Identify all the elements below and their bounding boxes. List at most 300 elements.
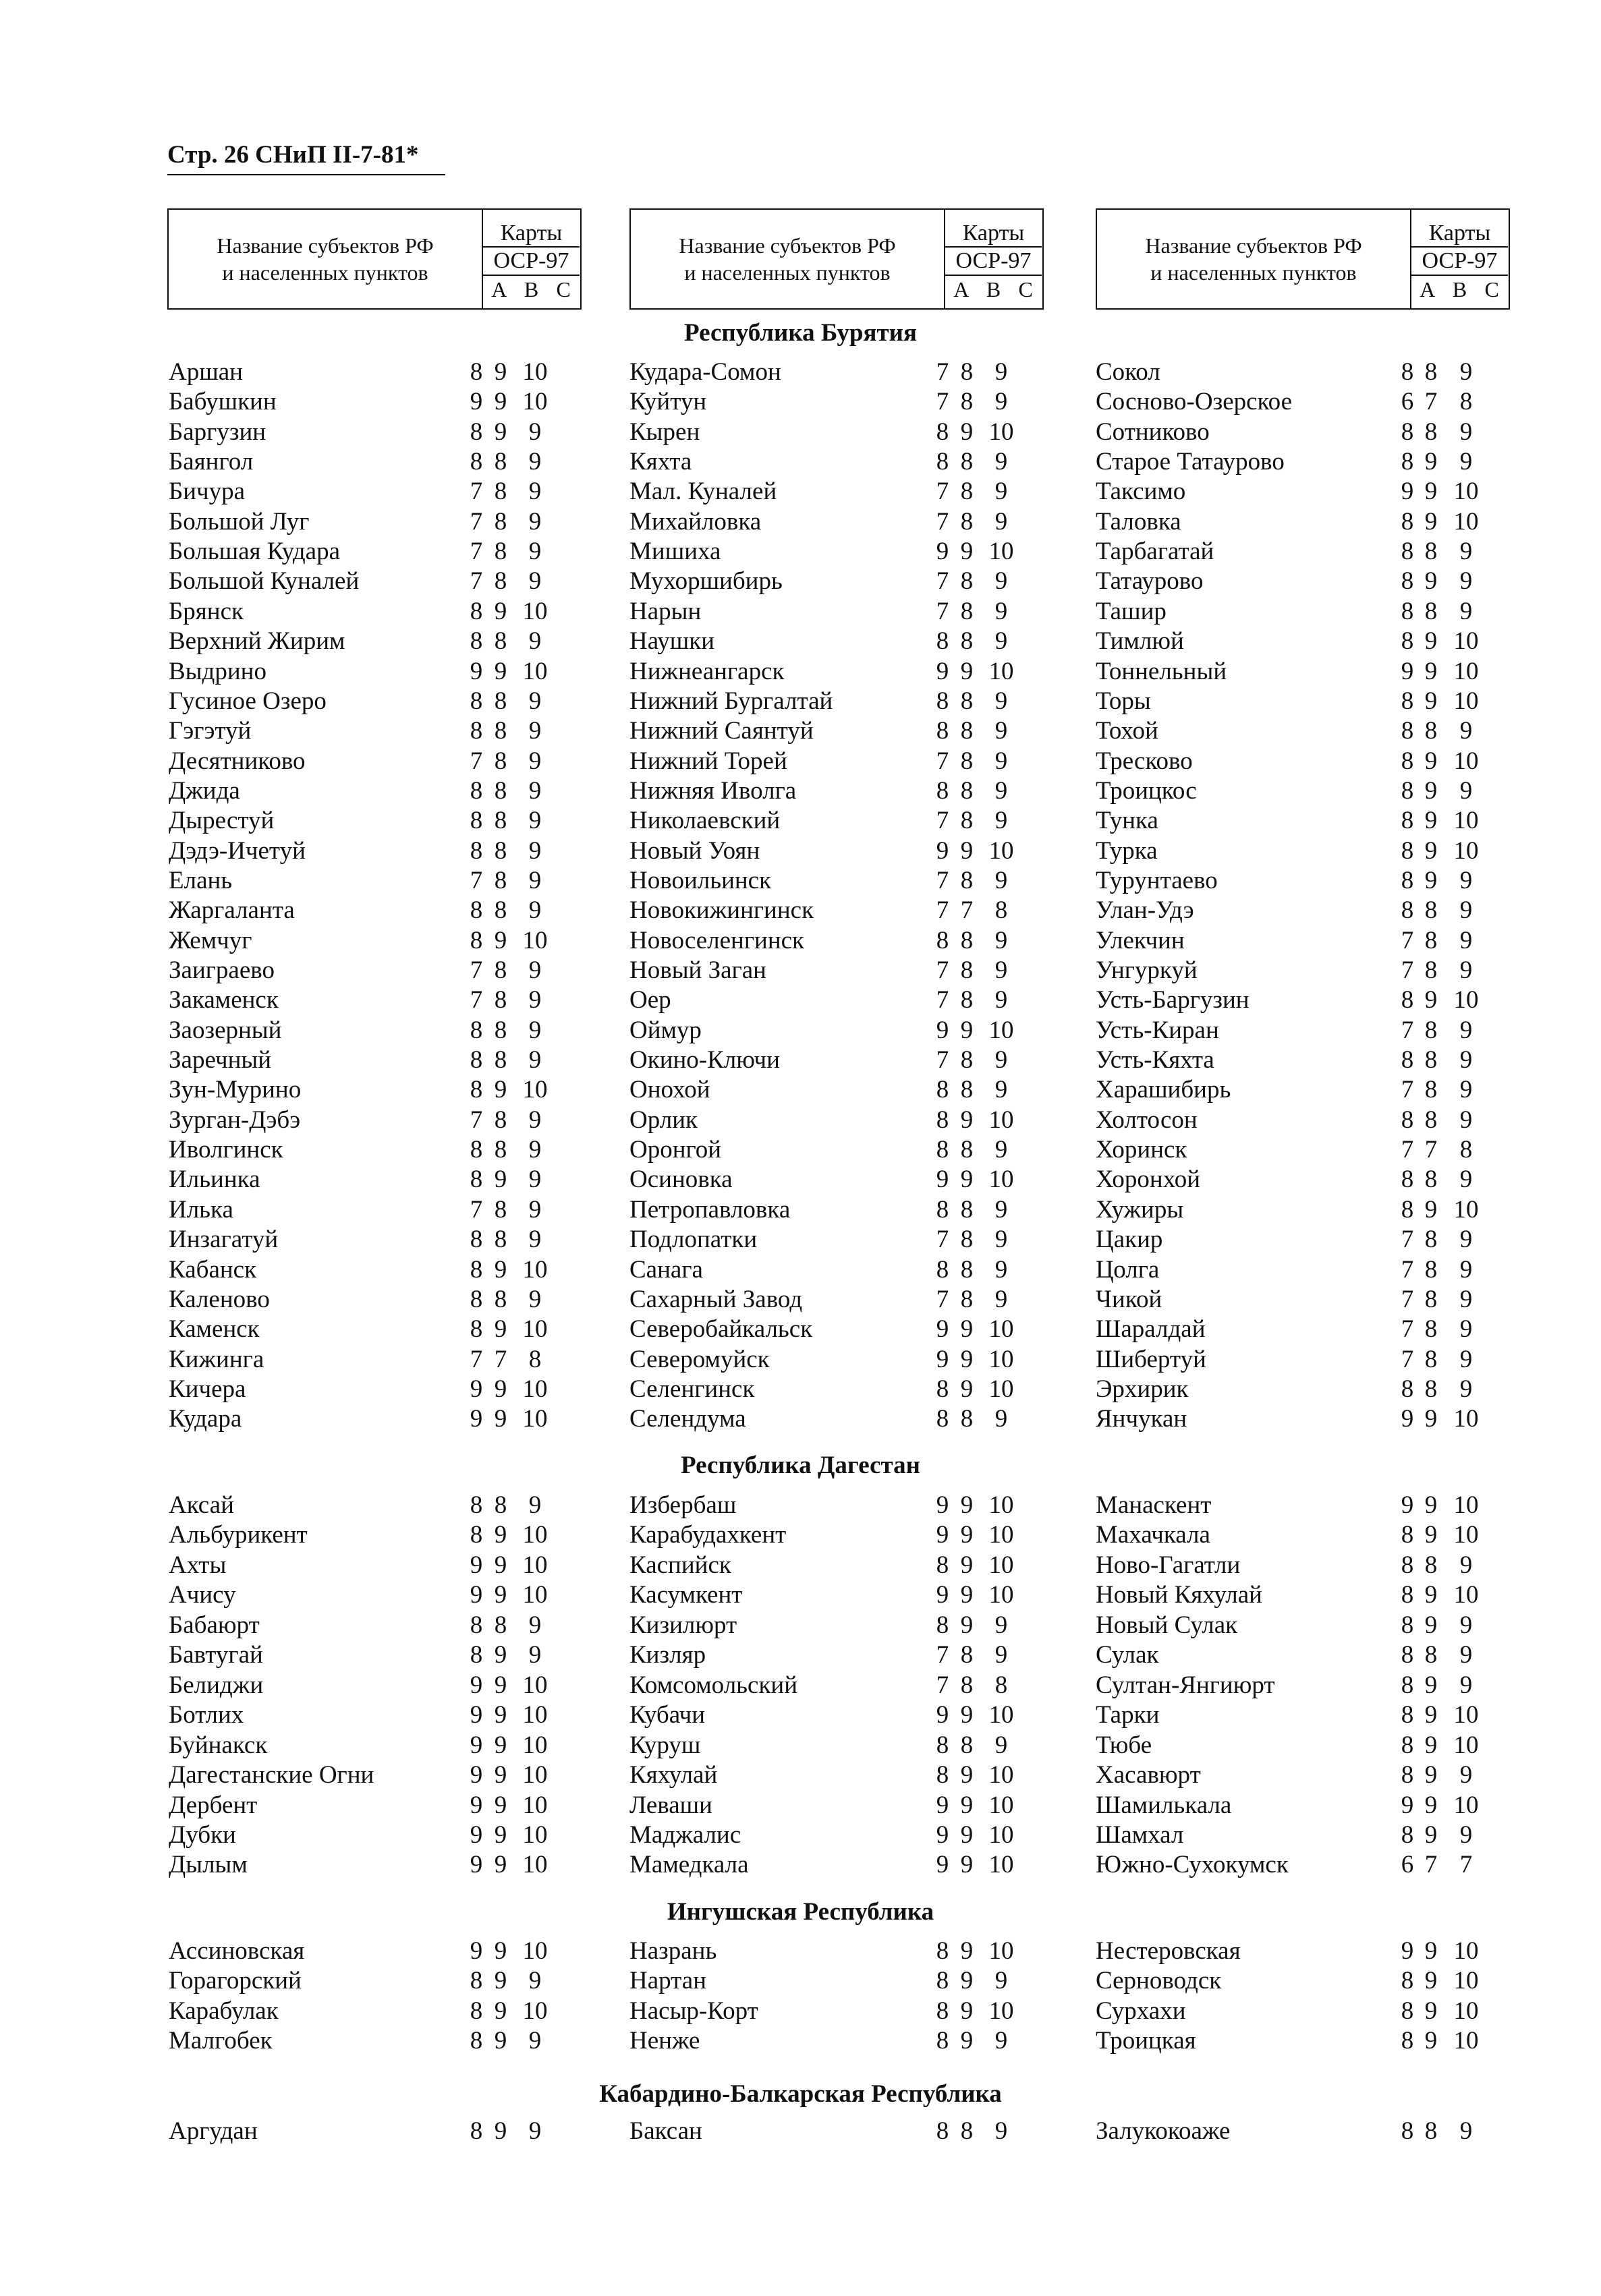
map-b-value: 9 bbox=[1424, 1611, 1438, 1639]
settlement-name: Оймур bbox=[629, 1016, 702, 1044]
map-a-value: 8 bbox=[936, 1255, 949, 1284]
map-b-value: 8 bbox=[494, 807, 507, 835]
map-c-value: 9 bbox=[1459, 776, 1473, 805]
map-a-value: 7 bbox=[936, 1671, 949, 1699]
header-name-line1: Название субъектов РФ bbox=[217, 233, 434, 258]
settlement-name: Дубки bbox=[169, 1820, 236, 1849]
settlement-name: Сахарный Завод bbox=[629, 1285, 803, 1313]
map-a-value: 8 bbox=[1401, 1671, 1414, 1699]
map-c-value: 10 bbox=[988, 657, 1014, 685]
settlement-name: Северобайкальск bbox=[629, 1315, 813, 1344]
map-c-value: 9 bbox=[994, 627, 1008, 656]
map-c-value: 10 bbox=[1453, 1701, 1479, 1729]
map-a-value: 7 bbox=[470, 986, 483, 1014]
table-row bbox=[0, 1640, 1601, 1670]
map-c-value: 9 bbox=[994, 1731, 1008, 1759]
map-b-value: 9 bbox=[494, 597, 507, 625]
map-b-value: 9 bbox=[494, 388, 507, 416]
map-a-value: 7 bbox=[1401, 1016, 1414, 1044]
map-a-value: 8 bbox=[1401, 2026, 1414, 2055]
map-c-value: 10 bbox=[1453, 986, 1479, 1014]
map-b-value: 8 bbox=[960, 986, 974, 1014]
map-b-value: 9 bbox=[960, 1937, 974, 1965]
map-b-value: 9 bbox=[960, 1491, 974, 1519]
map-a-value: 9 bbox=[470, 1731, 483, 1759]
map-c-value: 9 bbox=[528, 1106, 542, 1134]
map-a-value: 8 bbox=[470, 687, 483, 715]
map-c-value: 10 bbox=[1453, 747, 1479, 775]
map-c-value: 9 bbox=[1459, 567, 1473, 596]
settlement-name: Янчукан bbox=[1096, 1405, 1187, 1433]
map-c-value: 10 bbox=[522, 1820, 548, 1849]
table-row bbox=[0, 1045, 1601, 1075]
map-c-value: 10 bbox=[1453, 2026, 1479, 2055]
map-a-value: 8 bbox=[936, 717, 949, 745]
map-a-value: 7 bbox=[470, 1106, 483, 1134]
map-c-value: 9 bbox=[994, 1136, 1008, 1164]
map-b-value: 9 bbox=[494, 1405, 507, 1433]
table-row bbox=[0, 2026, 1601, 2056]
map-a-value: 8 bbox=[936, 1611, 949, 1639]
table-row bbox=[0, 896, 1601, 925]
map-a-value: 9 bbox=[936, 657, 949, 685]
map-c-value: 9 bbox=[994, 448, 1008, 476]
map-c-value: 10 bbox=[522, 926, 548, 954]
map-b-value: 8 bbox=[1424, 1106, 1438, 1134]
map-b-value: 8 bbox=[960, 866, 974, 894]
header-col-c: С bbox=[556, 277, 571, 302]
table-header-col-3 bbox=[1096, 208, 1510, 310]
map-c-value: 9 bbox=[994, 507, 1008, 536]
map-b-value: 9 bbox=[960, 1106, 974, 1134]
settlement-name: Бавтугай bbox=[169, 1641, 263, 1669]
map-c-value: 9 bbox=[994, 2117, 1008, 2145]
settlement-name: Горагорский bbox=[169, 1967, 302, 1995]
map-c-value: 10 bbox=[522, 1375, 548, 1403]
map-a-value: 8 bbox=[1401, 538, 1414, 566]
table-row bbox=[0, 1580, 1601, 1610]
map-a-value: 8 bbox=[936, 448, 949, 476]
map-a-value: 9 bbox=[1401, 657, 1414, 685]
settlement-name: Нестеровская bbox=[1096, 1937, 1241, 1965]
table-row bbox=[0, 537, 1601, 567]
settlement-name: Ачису bbox=[169, 1581, 236, 1609]
settlement-name: Усть-Баргузин bbox=[1096, 986, 1249, 1014]
settlement-name: Осиновка bbox=[629, 1166, 733, 1194]
settlement-name: Дэдэ-Ичетуй bbox=[169, 836, 306, 865]
map-c-value: 8 bbox=[994, 1671, 1008, 1699]
table-row bbox=[0, 1375, 1601, 1404]
map-c-value: 10 bbox=[988, 1997, 1014, 2025]
map-b-value: 9 bbox=[494, 1820, 507, 1849]
map-b-value: 8 bbox=[1424, 956, 1438, 984]
map-c-value: 10 bbox=[988, 1581, 1014, 1609]
table-row bbox=[0, 1936, 1601, 1966]
map-b-value: 9 bbox=[1424, 986, 1438, 1014]
map-c-value: 10 bbox=[988, 836, 1014, 865]
map-b-value: 9 bbox=[494, 1551, 507, 1579]
map-b-value: 9 bbox=[1424, 627, 1438, 656]
map-c-value: 9 bbox=[994, 1405, 1008, 1433]
settlement-name: Кичера bbox=[169, 1375, 246, 1403]
map-c-value: 10 bbox=[522, 657, 548, 685]
map-c-value: 10 bbox=[522, 1701, 548, 1729]
settlement-name: Карабудахкент bbox=[629, 1521, 787, 1549]
table-row bbox=[0, 836, 1601, 866]
map-b-value: 9 bbox=[960, 1820, 974, 1849]
map-b-value: 9 bbox=[960, 1997, 974, 2025]
map-b-value: 9 bbox=[960, 1166, 974, 1194]
map-a-value: 8 bbox=[1401, 747, 1414, 775]
map-b-value: 9 bbox=[494, 1641, 507, 1669]
map-a-value: 8 bbox=[1401, 567, 1414, 596]
settlement-name: Леваши bbox=[629, 1791, 712, 1819]
map-a-value: 7 bbox=[936, 747, 949, 775]
map-a-value: 8 bbox=[470, 1255, 483, 1284]
map-a-value: 8 bbox=[470, 836, 483, 865]
map-a-value: 8 bbox=[470, 1076, 483, 1104]
map-b-value: 8 bbox=[960, 567, 974, 596]
map-a-value: 8 bbox=[936, 687, 949, 715]
map-c-value: 9 bbox=[1459, 1166, 1473, 1194]
map-b-value: 8 bbox=[1424, 1641, 1438, 1669]
settlement-name: Старое Татаурово bbox=[1096, 448, 1285, 476]
map-a-value: 8 bbox=[470, 2026, 483, 2055]
map-a-value: 8 bbox=[470, 1016, 483, 1044]
settlement-name: Нартан bbox=[629, 1967, 706, 1995]
map-c-value: 9 bbox=[1459, 418, 1473, 446]
map-b-value: 8 bbox=[494, 717, 507, 745]
map-c-value: 9 bbox=[994, 747, 1008, 775]
map-c-value: 9 bbox=[1459, 1255, 1473, 1284]
settlement-name: Селенгинск bbox=[629, 1375, 755, 1403]
map-b-value: 8 bbox=[494, 448, 507, 476]
table-row bbox=[0, 716, 1601, 746]
map-a-value: 8 bbox=[470, 1166, 483, 1194]
map-b-value: 9 bbox=[494, 1255, 507, 1284]
map-a-value: 7 bbox=[936, 478, 949, 506]
map-c-value: 9 bbox=[528, 747, 542, 775]
map-c-value: 10 bbox=[522, 1851, 548, 1879]
map-a-value: 9 bbox=[936, 1791, 949, 1819]
settlement-name: Селендума bbox=[629, 1405, 746, 1433]
map-a-value: 8 bbox=[936, 1076, 949, 1104]
map-b-value: 8 bbox=[494, 1195, 507, 1224]
map-c-value: 9 bbox=[528, 567, 542, 596]
map-a-value: 7 bbox=[936, 986, 949, 1014]
settlement-name: Хоронхой bbox=[1096, 1166, 1201, 1194]
map-b-value: 8 bbox=[960, 1285, 974, 1313]
map-b-value: 7 bbox=[1424, 1851, 1438, 1879]
map-a-value: 8 bbox=[936, 926, 949, 954]
map-a-value: 8 bbox=[1401, 836, 1414, 865]
settlement-name: Унгуркуй bbox=[1096, 956, 1198, 984]
map-b-value: 8 bbox=[1424, 717, 1438, 745]
map-b-value: 9 bbox=[960, 1375, 974, 1403]
settlement-name: Дагестанские Огни bbox=[169, 1761, 374, 1789]
settlement-name: Мишиха bbox=[629, 538, 721, 566]
map-c-value: 10 bbox=[522, 1937, 548, 1965]
map-b-value: 8 bbox=[1424, 1046, 1438, 1074]
map-c-value: 10 bbox=[522, 1405, 548, 1433]
map-b-value: 8 bbox=[960, 717, 974, 745]
map-b-value: 9 bbox=[1424, 807, 1438, 835]
map-b-value: 9 bbox=[960, 1521, 974, 1549]
map-a-value: 9 bbox=[1401, 478, 1414, 506]
header-name-line2: и населенных пунктов bbox=[1150, 260, 1357, 285]
settlement-name: Тарки bbox=[1096, 1701, 1160, 1729]
settlement-name: Кизляр bbox=[629, 1641, 706, 1669]
map-b-value: 9 bbox=[1424, 1967, 1438, 1995]
map-b-value: 9 bbox=[960, 1345, 974, 1373]
settlement-name: Таксимо bbox=[1096, 478, 1186, 506]
header-name-cell bbox=[1097, 210, 1410, 308]
settlement-name: Хасавюрт bbox=[1096, 1761, 1201, 1789]
map-b-value: 8 bbox=[960, 687, 974, 715]
map-b-value: 8 bbox=[494, 1491, 507, 1519]
settlement-name: Улекчин bbox=[1096, 926, 1185, 954]
map-c-value: 9 bbox=[994, 986, 1008, 1014]
map-c-value: 9 bbox=[528, 956, 542, 984]
map-c-value: 9 bbox=[1459, 1315, 1473, 1344]
map-b-value: 9 bbox=[494, 1315, 507, 1344]
map-a-value: 8 bbox=[936, 1997, 949, 2025]
settlement-name: Ташир bbox=[1096, 597, 1167, 625]
map-b-value: 9 bbox=[494, 1997, 507, 2025]
map-c-value: 9 bbox=[1459, 717, 1473, 745]
map-b-value: 8 bbox=[1424, 926, 1438, 954]
table-row bbox=[0, 1791, 1601, 1820]
table-row bbox=[0, 926, 1601, 956]
map-c-value: 9 bbox=[1459, 1016, 1473, 1044]
map-c-value: 9 bbox=[994, 388, 1008, 416]
map-b-value: 9 bbox=[960, 1611, 974, 1639]
header-underline bbox=[167, 174, 445, 175]
table-row bbox=[0, 657, 1601, 687]
map-c-value: 9 bbox=[994, 1967, 1008, 1995]
map-a-value: 7 bbox=[936, 507, 949, 536]
map-c-value: 9 bbox=[528, 1016, 542, 1044]
settlement-name: Санага bbox=[629, 1255, 703, 1284]
map-c-value: 10 bbox=[1453, 1997, 1479, 2025]
settlement-name: Хоринск bbox=[1096, 1136, 1187, 1164]
map-c-value: 9 bbox=[528, 1136, 542, 1164]
map-c-value: 10 bbox=[988, 1106, 1014, 1134]
settlement-name: Новоселенгинск bbox=[629, 926, 805, 954]
map-a-value: 7 bbox=[936, 866, 949, 894]
settlement-name: Кяхта bbox=[629, 448, 692, 476]
map-a-value: 8 bbox=[470, 597, 483, 625]
settlement-name: Аксай bbox=[169, 1491, 234, 1519]
map-b-value: 8 bbox=[960, 388, 974, 416]
map-b-value: 8 bbox=[494, 1285, 507, 1313]
map-a-value: 8 bbox=[1401, 1701, 1414, 1729]
settlement-name: Харашибирь bbox=[1096, 1076, 1231, 1104]
map-a-value: 8 bbox=[470, 926, 483, 954]
map-b-value: 9 bbox=[960, 1967, 974, 1995]
map-c-value: 9 bbox=[1459, 2117, 1473, 2145]
map-b-value: 9 bbox=[494, 1851, 507, 1879]
settlement-name: Жаргаланта bbox=[169, 896, 295, 925]
map-a-value: 9 bbox=[936, 1581, 949, 1609]
settlement-name: Ильинка bbox=[169, 1166, 260, 1194]
settlement-name: Николаевский bbox=[629, 807, 781, 835]
settlement-name: Цолга bbox=[1096, 1255, 1160, 1284]
map-a-value: 9 bbox=[470, 1851, 483, 1879]
map-c-value: 9 bbox=[1459, 448, 1473, 476]
settlement-name: Аршан bbox=[169, 358, 243, 386]
map-b-value: 8 bbox=[960, 1076, 974, 1104]
map-a-value: 8 bbox=[470, 1997, 483, 2025]
settlement-name: Куруш bbox=[629, 1731, 701, 1759]
map-c-value: 9 bbox=[994, 567, 1008, 596]
map-b-value: 9 bbox=[960, 1761, 974, 1789]
settlement-name: Большая Кудара bbox=[169, 538, 341, 566]
map-a-value: 9 bbox=[936, 1345, 949, 1373]
map-c-value: 9 bbox=[528, 687, 542, 715]
map-a-value: 9 bbox=[936, 1701, 949, 1729]
map-b-value: 8 bbox=[494, 747, 507, 775]
map-a-value: 9 bbox=[470, 388, 483, 416]
settlement-name: Тохой bbox=[1096, 717, 1158, 745]
table-row bbox=[0, 1404, 1601, 1434]
section-title-buryatia: Республика Бурятия bbox=[683, 319, 918, 347]
map-b-value: 8 bbox=[960, 1405, 974, 1433]
map-b-value: 8 bbox=[1424, 1076, 1438, 1104]
map-c-value: 10 bbox=[1453, 807, 1479, 835]
map-a-value: 9 bbox=[936, 1016, 949, 1044]
map-c-value: 9 bbox=[528, 2117, 542, 2145]
map-c-value: 9 bbox=[1459, 956, 1473, 984]
map-b-value: 9 bbox=[1424, 1701, 1438, 1729]
map-c-value: 10 bbox=[522, 1791, 548, 1819]
map-c-value: 9 bbox=[994, 597, 1008, 625]
map-b-value: 8 bbox=[960, 1195, 974, 1224]
map-c-value: 10 bbox=[1453, 1405, 1479, 1433]
map-a-value: 7 bbox=[470, 866, 483, 894]
header-name-cell bbox=[169, 210, 482, 308]
map-c-value: 10 bbox=[1453, 1731, 1479, 1759]
map-a-value: 8 bbox=[936, 627, 949, 656]
map-c-value: 10 bbox=[522, 1671, 548, 1699]
settlement-name: Баксан bbox=[629, 2117, 702, 2145]
map-b-value: 8 bbox=[960, 1671, 974, 1699]
settlement-name: Каменск bbox=[169, 1315, 260, 1344]
map-a-value: 7 bbox=[470, 507, 483, 536]
settlement-name: Мухоршибирь bbox=[629, 567, 783, 596]
map-b-value: 8 bbox=[960, 807, 974, 835]
map-c-value: 10 bbox=[988, 1761, 1014, 1789]
settlement-name: Тресково bbox=[1096, 747, 1193, 775]
map-b-value: 8 bbox=[1424, 1345, 1438, 1373]
map-a-value: 9 bbox=[1401, 1791, 1414, 1819]
map-c-value: 10 bbox=[1453, 478, 1479, 506]
settlement-name: Нижний Торей bbox=[629, 747, 787, 775]
map-b-value: 8 bbox=[1424, 418, 1438, 446]
map-c-value: 9 bbox=[994, 807, 1008, 835]
table-row bbox=[0, 1106, 1601, 1135]
map-b-value: 9 bbox=[494, 1166, 507, 1194]
table-row bbox=[0, 1551, 1601, 1580]
map-b-value: 9 bbox=[960, 1315, 974, 1344]
map-c-value: 10 bbox=[988, 1701, 1014, 1729]
map-a-value: 8 bbox=[1401, 2117, 1414, 2145]
map-a-value: 9 bbox=[470, 1375, 483, 1403]
map-c-value: 10 bbox=[522, 1997, 548, 2025]
header-col-c: С bbox=[1018, 277, 1033, 302]
settlement-name: Джида bbox=[169, 776, 240, 805]
map-c-value: 9 bbox=[528, 807, 542, 835]
map-b-value: 9 bbox=[1424, 687, 1438, 715]
table-row bbox=[0, 747, 1601, 776]
map-a-value: 7 bbox=[1401, 1285, 1414, 1313]
settlement-name: Чикой bbox=[1096, 1285, 1162, 1313]
table-row bbox=[0, 806, 1601, 836]
map-b-value: 8 bbox=[494, 836, 507, 865]
map-c-value: 9 bbox=[1459, 1345, 1473, 1373]
map-c-value: 9 bbox=[1459, 1285, 1473, 1313]
map-a-value: 7 bbox=[936, 896, 949, 925]
map-c-value: 10 bbox=[522, 1581, 548, 1609]
map-a-value: 8 bbox=[470, 1226, 483, 1254]
map-a-value: 8 bbox=[1401, 717, 1414, 745]
map-b-value: 8 bbox=[960, 597, 974, 625]
settlement-name: Большой Куналей bbox=[169, 567, 360, 596]
table-row bbox=[0, 567, 1601, 596]
settlement-name: Дырестуй bbox=[169, 807, 275, 835]
map-a-value: 7 bbox=[936, 807, 949, 835]
map-b-value: 9 bbox=[960, 1551, 974, 1579]
map-c-value: 10 bbox=[522, 1761, 548, 1789]
map-a-value: 9 bbox=[936, 1820, 949, 1849]
map-a-value: 9 bbox=[470, 1937, 483, 1965]
map-a-value: 7 bbox=[470, 1195, 483, 1224]
map-c-value: 9 bbox=[528, 1195, 542, 1224]
header-maps-cell bbox=[482, 210, 580, 308]
settlement-name: Выдрино bbox=[169, 657, 266, 685]
settlement-name: Нижний Бургалтай bbox=[629, 687, 833, 715]
settlement-name: Таловка bbox=[1096, 507, 1181, 536]
map-c-value: 9 bbox=[528, 627, 542, 656]
settlement-name: Тюбе bbox=[1096, 1731, 1152, 1759]
map-a-value: 7 bbox=[470, 478, 483, 506]
header-name-line1: Название субъектов РФ bbox=[679, 233, 896, 258]
settlement-name: Большой Луг bbox=[169, 507, 310, 536]
map-b-value: 8 bbox=[494, 538, 507, 566]
header-col-b: В bbox=[524, 277, 539, 302]
map-a-value: 7 bbox=[936, 956, 949, 984]
map-a-value: 7 bbox=[470, 1345, 483, 1373]
settlement-name: Кудара bbox=[169, 1405, 242, 1433]
settlement-name: Троицкос bbox=[1096, 776, 1197, 805]
settlement-name: Мамедкала bbox=[629, 1851, 749, 1879]
settlement-name: Торы bbox=[1096, 687, 1151, 715]
table-row bbox=[0, 477, 1601, 507]
settlement-name: Шибертуй bbox=[1096, 1345, 1206, 1373]
map-b-value: 9 bbox=[1424, 1581, 1438, 1609]
map-c-value: 9 bbox=[528, 448, 542, 476]
settlement-name: Насыр-Корт bbox=[629, 1997, 758, 2025]
map-a-value: 8 bbox=[470, 1611, 483, 1639]
map-c-value: 10 bbox=[522, 1076, 548, 1104]
map-b-value: 9 bbox=[1424, 2026, 1438, 2055]
map-a-value: 7 bbox=[470, 567, 483, 596]
map-c-value: 9 bbox=[528, 478, 542, 506]
settlement-name: Мал. Куналей bbox=[629, 478, 777, 506]
settlement-name: Орлик bbox=[629, 1106, 698, 1134]
map-b-value: 9 bbox=[1424, 448, 1438, 476]
settlement-name: Южно-Сухокумск bbox=[1096, 1851, 1289, 1879]
